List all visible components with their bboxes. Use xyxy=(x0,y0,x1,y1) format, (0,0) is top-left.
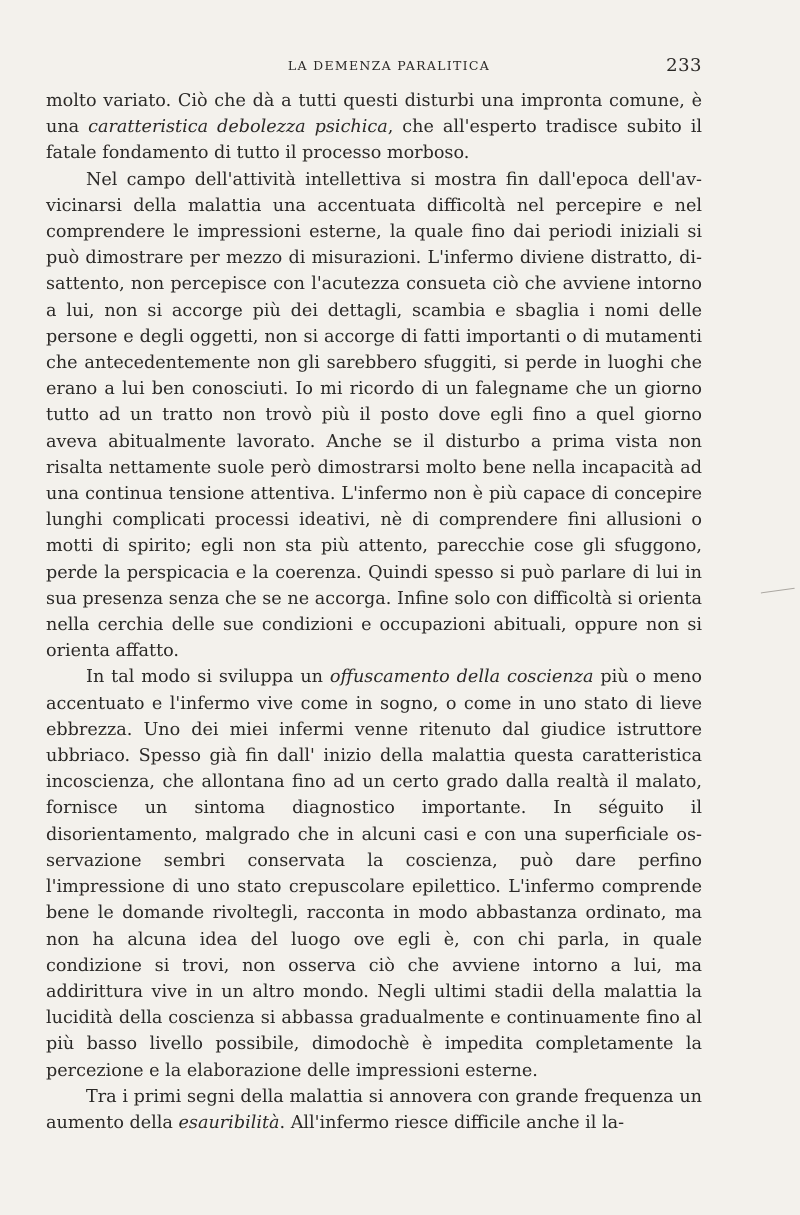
italic-emphasis: offuscamento della coscienza xyxy=(329,667,594,688)
body-text xyxy=(46,88,702,1136)
margin-pencil-mark xyxy=(761,588,797,612)
page-number: 233 xyxy=(666,55,702,76)
text-run: In tal modo si sviluppa un xyxy=(86,667,330,688)
text-run: Tra i primi segni della malattia si annovera con grande frequenza un aumento della xyxy=(46,1086,702,1133)
text-run: più o meno accentuato e l'infermo vive come in sogno, o come in uno stato di lieve ebbrezza. Uno dei miei infermi venne ritenuto dal giudice istruttore ubbriaco. Spesso già fin dall' inizio della malattia questa caratteristica incoscienza, che allontana fino ad un certo grado dalla realtà il malato, fornisce un sintoma diagnostico importante. In séguito il disorientamento, malgrado che in alcuni casi e con una superficiale osservazione sembri conservata la coscienza, può dare perfino l'impressione di uno stato crepuscolare epilettico. L'infermo comprende bene le domande rivoltegli, racconta in modo abbastanza ordinato, ma non ha alcuna idea del luogo ove egli è, con chi parla, in quale condizione si trovi, non osserva ciò che avviene intorno a lui, ma addirittura vive in un altro mondo. Negli ultimi stadii della malattia la lucidità della coscienza si abbassa gradualmente e continuamente fino al più basso livello possibile, dimodochè è impedita completamente la percezione e la elaborazione delle impressioni esterne. xyxy=(46,667,702,1081)
running-title: LA DEMENZA PARALITICA xyxy=(287,58,491,73)
italic-emphasis: esauribilità xyxy=(178,1112,280,1133)
italic-emphasis: caratteristica debolezza psichica xyxy=(88,117,388,138)
text-run: , che all'esperto tradisce subito il fatale fondamento di tutto il processo morboso. xyxy=(46,117,702,164)
paragraph xyxy=(46,664,702,1083)
text-run: molto variato. Ciò che dà a tutti questi disturbi una impronta comune, è una xyxy=(46,91,702,138)
paragraph xyxy=(46,1084,702,1136)
paragraph xyxy=(46,88,702,167)
running-head xyxy=(46,55,702,84)
text-run: . All'infermo riesce difficile anche il la- xyxy=(279,1112,625,1133)
text-run: Nel campo dell'attività intellettiva si mostra fin dall'epoca dell'avvicinarsi della malattia una accentuata difficoltà nel percepire e nel comprendere le impressioni esterne, la quale fino dai periodi iniziali si può dimostrare per mezzo di misurazioni. L'infermo diviene distratto, disattento, non percepisce con l'acutezza consueta ciò che avviene intorno a lui, non si accorge più dei dettagli, scambia e sbaglia i nomi delle persone e degli oggetti, non si accorge di fatti importanti o di mutamenti che antecedentemente non gli sarebbero sfuggiti, si perde in luoghi che erano a lui ben conosciuti. Io mi ricordo di un falegname che un giorno tutto ad un tratto non trovò più il posto dove egli fino a quel giorno aveva abitualmente lavorato. Anche se il disturbo a prima vista non risalta nettamente suole però dimostrarsi molto bene nella incapacità ad una continua tensione attentiva. L'infermo non è più capace di concepire lunghi complicati processi ideativi, nè di comprendere fini allusioni o motti di spirito; egli non sta più attento, parecchie cose gli sfuggono, perde la perspicacia e la coerenza. Quindi spesso si può parlare di lui in sua presenza senza che se ne accorga. Infine solo con difficoltà si orienta nella cerchia delle sue condizioni e occupazioni abituali, oppure non si orienta affatto. xyxy=(46,169,702,662)
paragraph xyxy=(46,167,702,665)
